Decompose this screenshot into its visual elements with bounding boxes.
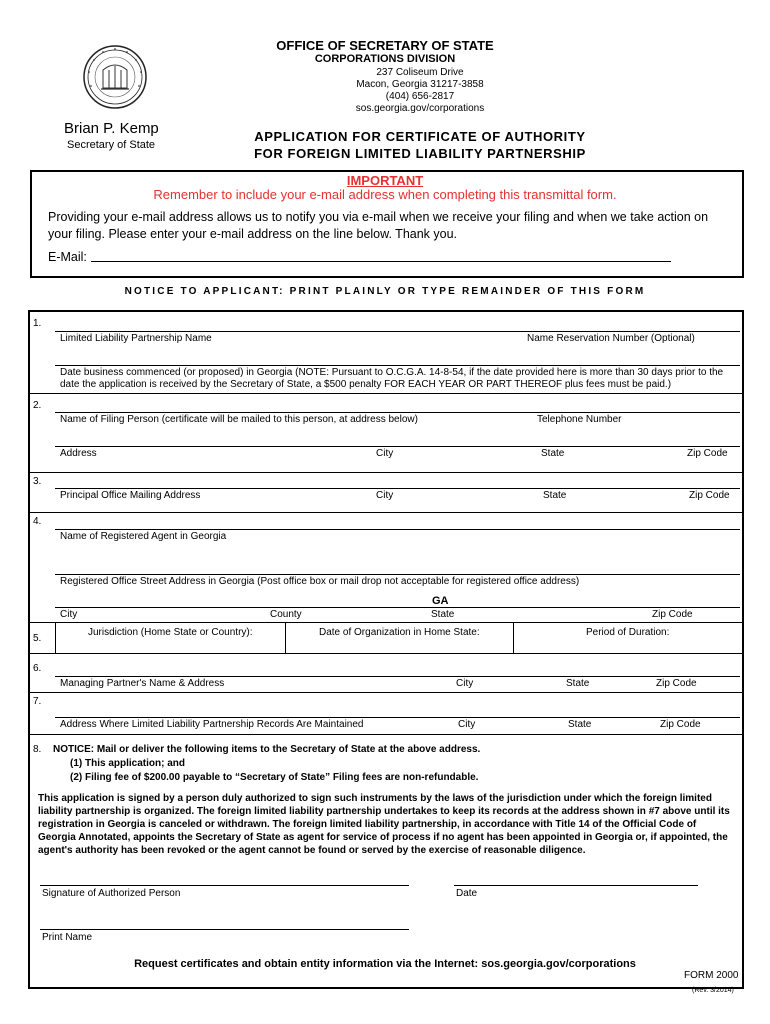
print-name-label: Print Name <box>42 932 93 943</box>
date-commenced-field[interactable] <box>55 365 740 366</box>
jurisdiction-label: Jurisdiction (Home State or Country): <box>88 627 253 638</box>
registered-agent-label: Name of Registered Agent in Georgia <box>60 531 227 542</box>
form-title-line-1: APPLICATION FOR CERTIFICATE OF AUTHORITY <box>254 129 586 144</box>
signature-label: Signature of Authorized Person <box>42 888 181 899</box>
form-number: FORM 2000 <box>684 970 739 981</box>
internet-notice: Request certificates and obtain entity information via the Internet: sos.georgia.gov/corporations <box>134 958 636 970</box>
managing-partner-field[interactable] <box>55 676 740 677</box>
section-divider-2 <box>28 393 742 394</box>
filing-zip-label: Zip Code <box>687 448 728 459</box>
records-city-label: City <box>458 719 476 730</box>
records-address-field[interactable] <box>55 717 740 718</box>
form-title-line-2: FOR FOREIGN LIMITED LIABILITY PARTNERSHIP <box>254 146 586 161</box>
section-number-4: 4. <box>33 516 42 527</box>
section-divider-3 <box>28 472 742 473</box>
partner-city-label: City <box>456 678 474 689</box>
address-line-2: Macon, Georgia 31217-3858 <box>356 79 484 90</box>
registered-agent-field[interactable] <box>55 529 740 530</box>
notice-to-applicant: NOTICE TO APPLICANT: PRINT PLAINLY OR TYPE REMAINDER OF THIS FORM <box>124 286 646 297</box>
principal-zip-label: Zip Code <box>689 490 730 501</box>
state-seal-icon <box>82 44 148 110</box>
section-divider-8 <box>28 734 742 735</box>
division-title: CORPORATIONS DIVISION <box>314 53 456 65</box>
date-commenced-note-1: Date business commenced (or proposed) in Georgia (NOTE: Pursuant to O.C.G.A. 14-8-54, if the date provided here is more than 30 days prior to the <box>60 367 724 378</box>
important-heading: IMPORTANT <box>346 173 424 188</box>
revision-date: (Rev. 3/2014) <box>692 987 734 994</box>
section-number-7: 7. <box>33 696 42 707</box>
section-number-6: 6. <box>33 663 42 674</box>
partner-state-label: State <box>566 678 590 689</box>
agent-state-label: State <box>431 609 455 620</box>
llp-name-label: Limited Liability Partnership Name <box>60 333 212 344</box>
email-label: E-Mail: <box>48 250 87 264</box>
state-value-ga: GA <box>432 595 449 607</box>
important-body: Providing your e-mail address allows us to notify you via e-mail when we receive your filing and when we take action on your filing. Please enter your e-mail address on the line below. Thank you. <box>48 210 709 241</box>
section-number-5: 5. <box>33 633 42 644</box>
telephone-label: Telephone Number <box>537 414 622 425</box>
date-commenced-note-2: date the application is received by the Secretary of State, a $500 penalty FOR EACH YEAR OR PART THEREOF plus fees must be paid.) <box>60 379 672 390</box>
section-number-3: 3. <box>33 476 42 487</box>
secretary-name: Brian P. Kemp <box>64 120 159 137</box>
mail-item-1: (1) This application; and <box>70 758 186 769</box>
partner-zip-label: Zip Code <box>656 678 697 689</box>
filing-city-label: City <box>376 448 394 459</box>
mail-item-2: (2) Filing fee of $200.00 payable to “Secretary of State” Filing fees are non-refundable. <box>70 772 479 783</box>
filing-address-field[interactable] <box>55 446 740 447</box>
records-address-label: Address Where Limited Liability Partnership Records Are Maintained <box>60 719 364 730</box>
s5-col-divider-1 <box>55 622 56 653</box>
mail-notice: NOTICE: Mail or deliver the following items to the Secretary of State at the above address. <box>53 744 481 755</box>
section-divider-5 <box>28 622 742 623</box>
registered-office-field[interactable] <box>55 574 740 575</box>
managing-partner-label: Managing Partner's Name & Address <box>60 678 225 689</box>
s5-col-divider-2 <box>285 622 286 653</box>
certification-paragraph: This application is signed by a person duly authorized to sign such instruments by the laws of the jurisdiction under which the foreign limited liability partnership is organized. The foreign limited liability partnership undertakes to keep its records at the address shown in #7 above until its registration in Georgia is canceled or withdrawn. The foreign limited liability partnership, in accordance with Title 14 of the Official Code of Georgia Annotated, appoints the Secretary of State as agent for service of process if no agent has been appointed in Georgia or, if appointed, the agent's authority has been revoked or the agent cannot be found or served by the exercise of reasonable diligence. <box>38 793 730 856</box>
duration-label: Period of Duration: <box>586 627 670 638</box>
registered-office-label: Registered Office Street Address in Georgia (Post office box or mail drop not acceptable for registered office address) <box>60 576 580 587</box>
name-reservation-label: Name Reservation Number (Optional) <box>527 333 695 344</box>
office-website: sos.georgia.gov/corporations <box>355 103 485 114</box>
principal-office-label: Principal Office Mailing Address <box>60 490 201 501</box>
filing-address-label: Address <box>60 448 97 459</box>
section-divider-4 <box>28 512 742 513</box>
s5-col-divider-3 <box>513 622 514 653</box>
important-subheading: Remember to include your e-mail address when completing this transmittal form. <box>153 187 617 202</box>
date-field[interactable] <box>454 885 698 886</box>
records-zip-label: Zip Code <box>660 719 701 730</box>
principal-city-label: City <box>376 490 394 501</box>
principal-state-label: State <box>543 490 567 501</box>
llp-name-field[interactable] <box>55 331 740 332</box>
office-address <box>270 67 570 115</box>
secretary-title: Secretary of State <box>67 139 156 151</box>
section-number-1: 1. <box>33 318 42 329</box>
agent-city-label: City <box>60 609 78 620</box>
address-line-1: 237 Coliseum Drive <box>376 67 464 78</box>
principal-office-field[interactable] <box>55 488 740 489</box>
records-state-label: State <box>568 719 592 730</box>
filing-person-field[interactable] <box>55 412 740 413</box>
agent-zip-label: Zip Code <box>652 609 693 620</box>
filing-state-label: State <box>541 448 565 459</box>
section-number-8: 8. <box>33 744 42 755</box>
office-title: OFFICE OF SECRETARY OF STATE <box>276 38 494 53</box>
section-divider-7 <box>28 692 742 693</box>
date-label: Date <box>456 888 478 899</box>
signature-field[interactable] <box>40 885 409 886</box>
agent-city-field[interactable] <box>55 607 740 608</box>
agent-county-label: County <box>270 609 302 620</box>
office-phone: (404) 656-2817 <box>385 91 455 102</box>
org-date-label: Date of Organization in Home State: <box>319 627 480 638</box>
filing-person-label: Name of Filing Person (certificate will be mailed to this person, at address below) <box>60 414 418 425</box>
section-divider-6 <box>28 653 742 654</box>
section-number-2: 2. <box>33 400 42 411</box>
print-name-field[interactable] <box>40 929 409 930</box>
form-title <box>190 128 650 162</box>
email-field[interactable] <box>91 261 671 262</box>
